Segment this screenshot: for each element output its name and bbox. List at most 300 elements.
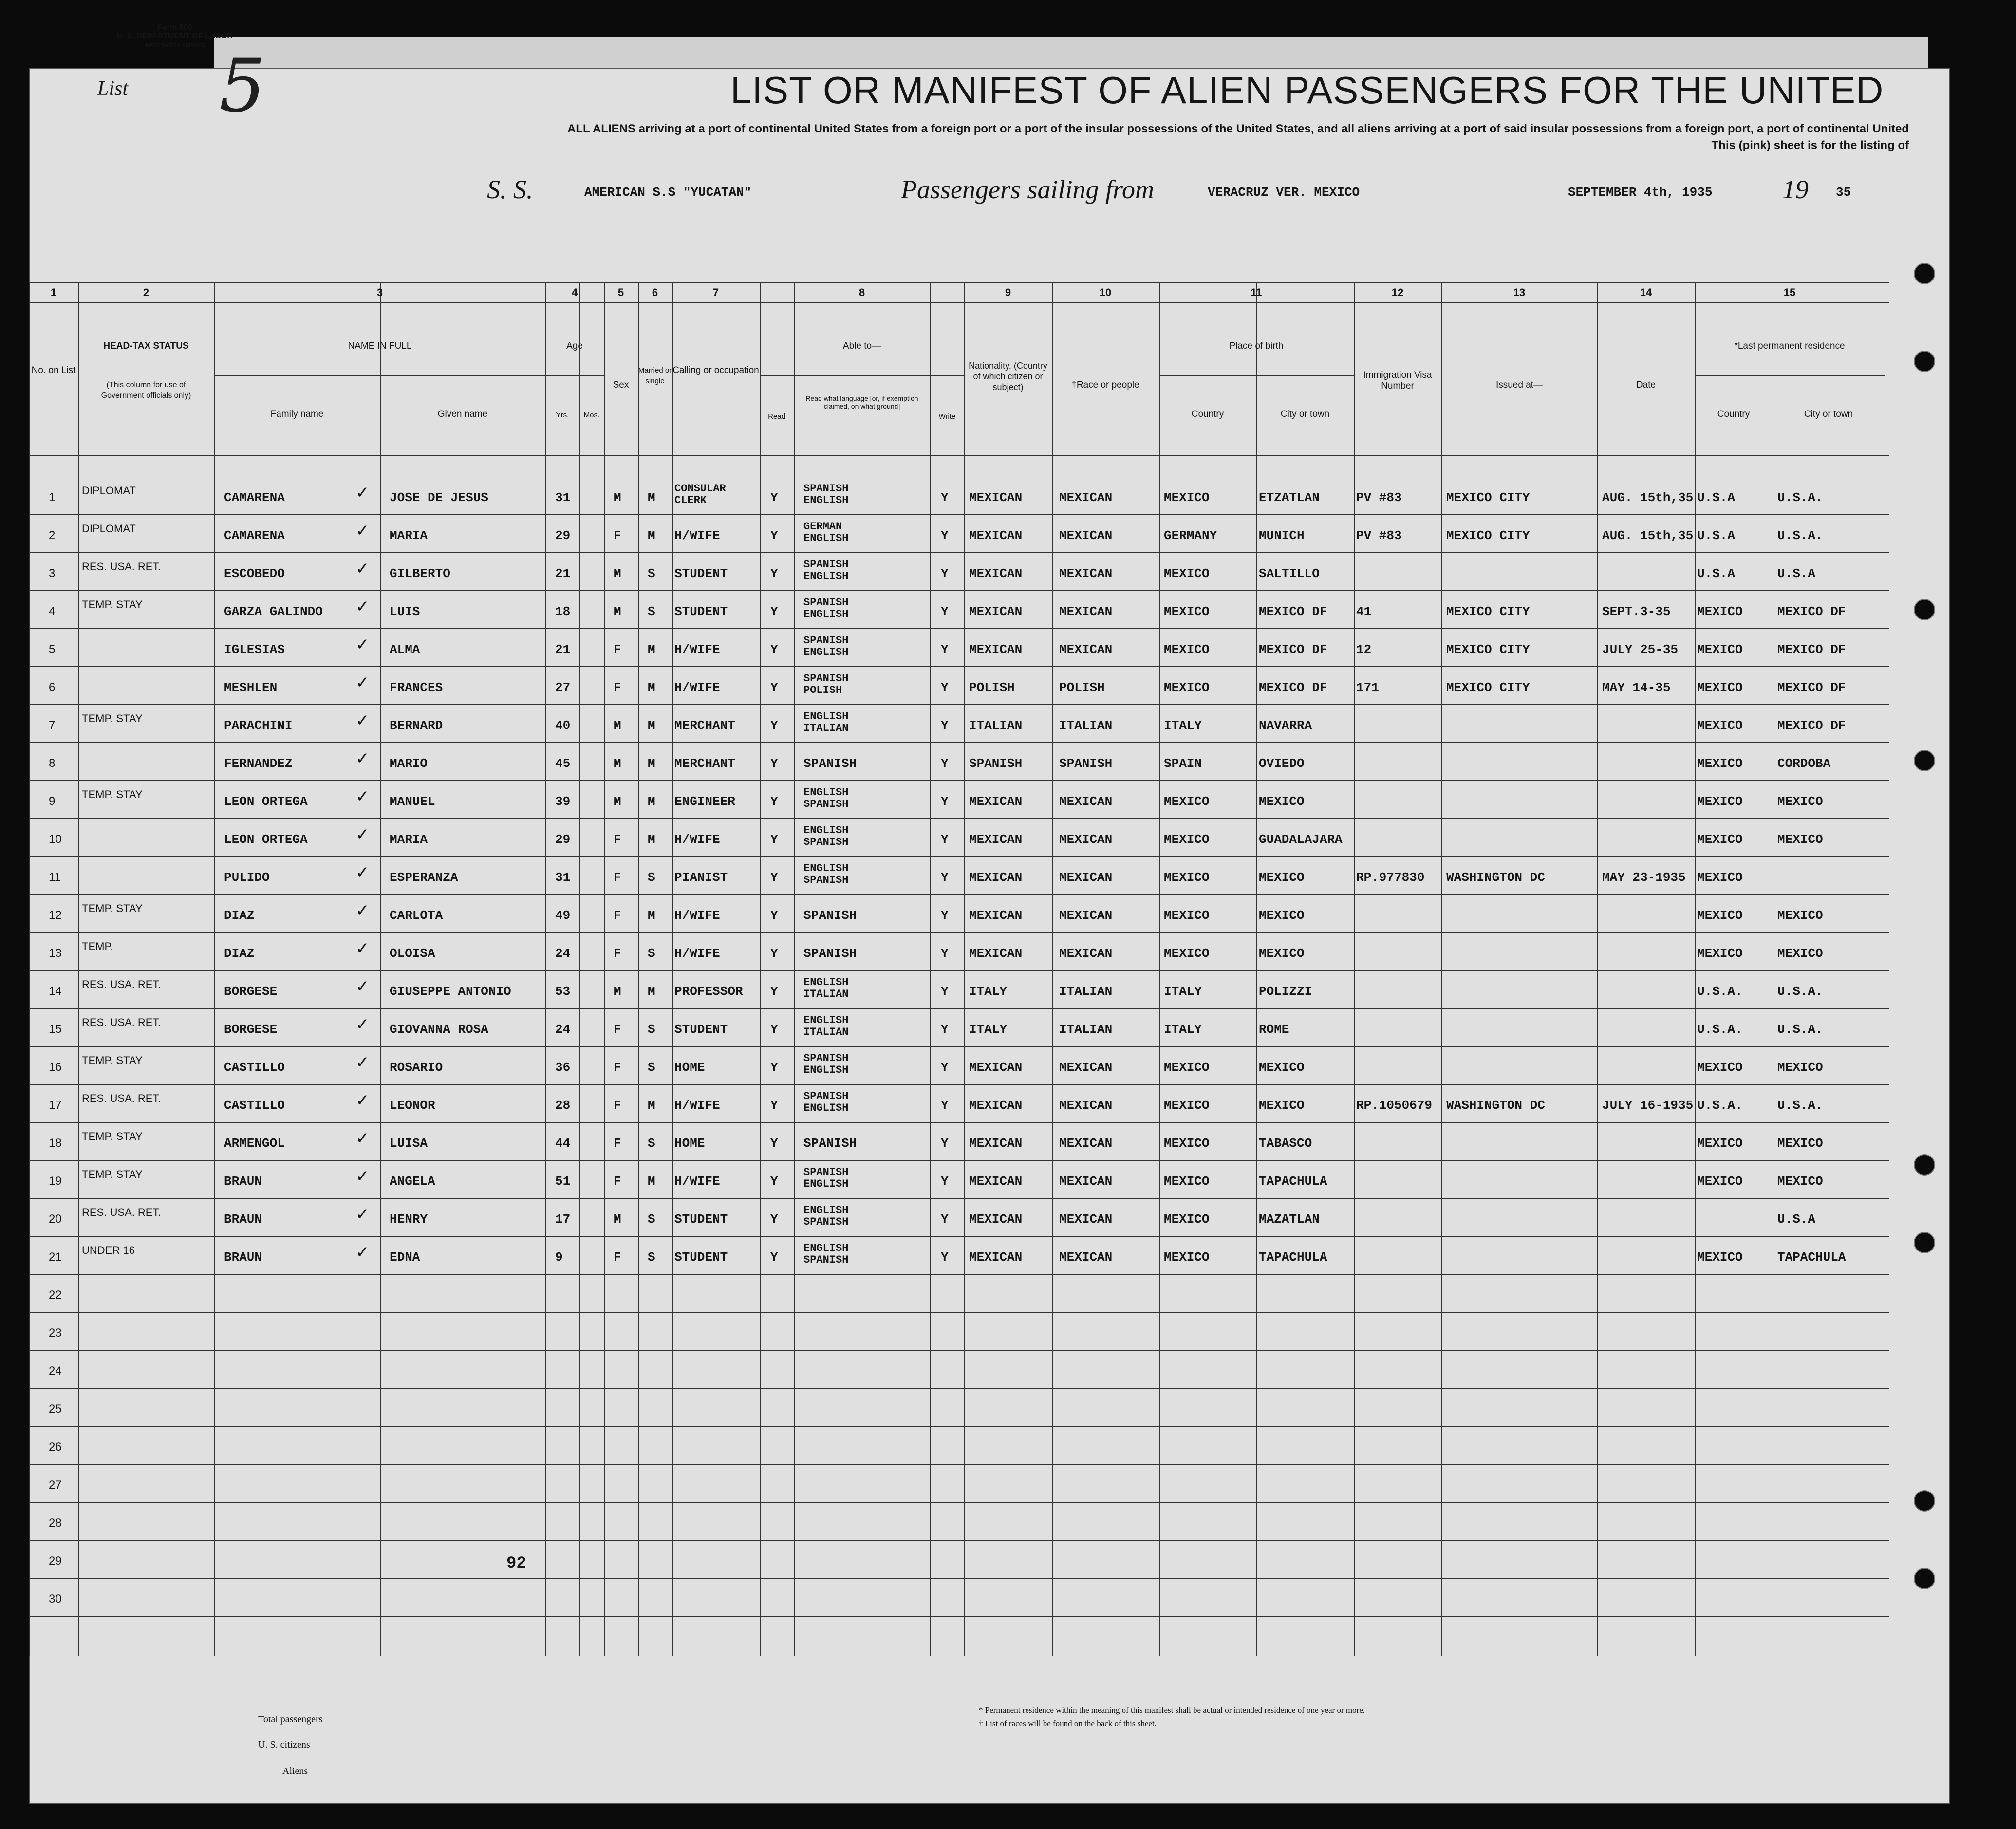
visa-issued-at: MEXICO CITY [1446, 528, 1530, 543]
age-years: 36 [555, 1060, 571, 1075]
row-number: 12 [49, 909, 62, 922]
marital-status: M [648, 908, 655, 923]
header-birth-country: Country [1191, 409, 1224, 419]
sex: M [614, 794, 621, 809]
header-name-in-full: NAME IN FULL [348, 341, 412, 351]
age-years: 39 [555, 794, 571, 809]
table-row [29, 1047, 1889, 1085]
marital-status: S [648, 870, 655, 885]
header-birth-city: City or town [1280, 409, 1330, 419]
family-name: CASTILLO [224, 1060, 285, 1075]
family-name: ARMENGOL [224, 1136, 285, 1151]
nationality: ITALIAN [969, 718, 1023, 733]
residence-city: MEXICO [1777, 908, 1823, 923]
birth-city: MEXICO [1259, 1060, 1305, 1075]
can-write: Y [941, 490, 949, 505]
can-read: Y [770, 870, 778, 885]
sex: F [614, 870, 621, 885]
given-name: CARLOTA [390, 908, 443, 923]
header-place-of-birth: Place of birth [1229, 341, 1284, 351]
birth-city: MEXICO [1259, 794, 1305, 809]
residence-country: MEXICO [1697, 1060, 1743, 1075]
empty-row-number: 30 [49, 1592, 62, 1605]
residence-country: U.S.A [1697, 490, 1736, 505]
nationality: MEXICAN [969, 794, 1023, 809]
residence-city: MEXICO [1777, 946, 1823, 961]
check-mark-icon: ✓ [355, 863, 370, 882]
sex: M [614, 984, 621, 999]
residence-city: U.S.A. [1777, 1022, 1823, 1037]
read-language: SPANISH [803, 946, 857, 961]
header-calling: Calling or occupation [672, 365, 759, 375]
column-number: 10 [1099, 286, 1112, 299]
column-number: 12 [1391, 286, 1404, 299]
table-row [29, 819, 1889, 857]
race: MEXICAN [1059, 1212, 1113, 1227]
can-read: Y [770, 1136, 778, 1151]
birth-city: MAZATLAN [1259, 1212, 1320, 1227]
can-read: Y [770, 1060, 778, 1075]
occupation: MERCHANT [674, 718, 735, 733]
row-number: 18 [49, 1137, 62, 1150]
marital-status: M [648, 794, 655, 809]
marital-status: S [648, 1136, 655, 1151]
residence-country: MEXICO [1697, 1250, 1743, 1265]
visa-date: MAY 14-35 [1602, 680, 1671, 695]
column-number: 13 [1513, 286, 1526, 299]
column-number: 2 [143, 286, 149, 299]
race: ITALIAN [1059, 1022, 1113, 1037]
age-years: 27 [555, 680, 571, 695]
race: MEXICAN [1059, 1136, 1113, 1151]
table-row [29, 667, 1889, 705]
residence-city: U.S.A. [1777, 528, 1823, 543]
punch-hole [1914, 1568, 1935, 1589]
race: MEXICAN [1059, 870, 1113, 885]
table-row [29, 1085, 1889, 1123]
marital-status: M [648, 1098, 655, 1113]
birth-city: MEXICO DF [1259, 680, 1327, 695]
read-language: SPANISH ENGLISH [803, 1052, 849, 1076]
residence-country: U.S.A [1697, 528, 1736, 543]
can-write: Y [941, 718, 949, 733]
can-read: Y [770, 1250, 778, 1265]
visa-number: 41 [1356, 604, 1372, 619]
table-row [29, 971, 1889, 1009]
read-language: ENGLISH SPANISH [803, 786, 849, 810]
occupation: PIANIST [674, 870, 728, 885]
empty-row-number: 25 [49, 1402, 62, 1416]
sex: M [614, 490, 621, 505]
check-mark-icon: ✓ [355, 901, 370, 920]
visa-date: MAY 23-1935 [1602, 870, 1686, 885]
race: POLISH [1059, 680, 1105, 695]
check-mark-icon: ✓ [355, 1167, 370, 1186]
birth-city: SALTILLO [1259, 566, 1320, 581]
row-divider [29, 1464, 1889, 1465]
can-write: Y [941, 566, 949, 581]
birth-city: ETZATLAN [1259, 490, 1320, 505]
sex: F [614, 946, 621, 961]
sex: F [614, 680, 621, 695]
visa-issued-at: MEXICO CITY [1446, 680, 1530, 695]
given-name: ANGELA [390, 1174, 435, 1189]
row-divider [29, 1350, 1889, 1351]
residence-country: MEXICO [1697, 604, 1743, 619]
read-language: SPANISH [803, 1136, 857, 1151]
nationality: MEXICAN [969, 908, 1023, 923]
read-language: SPANISH ENGLISH [803, 597, 849, 620]
can-write: Y [941, 1136, 949, 1151]
birth-city: ROME [1259, 1022, 1289, 1037]
birth-country: MEXICO [1164, 946, 1210, 961]
check-mark-icon: ✓ [355, 521, 370, 541]
read-language: ENGLISH SPANISH [803, 824, 849, 848]
sex: M [614, 718, 621, 733]
nationality: MEXICAN [969, 1098, 1023, 1113]
residence-city: MEXICO DF [1777, 604, 1846, 619]
can-write: Y [941, 1174, 949, 1189]
sex: F [614, 1022, 621, 1037]
header-married: Married or single [638, 366, 672, 385]
can-read: Y [770, 1174, 778, 1189]
sex: F [614, 1136, 621, 1151]
residence-city: MEXICO DF [1777, 718, 1846, 733]
age-years: 21 [555, 642, 571, 657]
row-number: 2 [49, 529, 56, 542]
row-number: 20 [49, 1213, 62, 1226]
row-number: 17 [49, 1099, 62, 1112]
row-number: 8 [49, 757, 56, 770]
visa-number: 12 [1356, 642, 1372, 657]
nationality: MEXICAN [969, 1174, 1023, 1189]
residence-country: MEXICO [1697, 680, 1743, 695]
grid-line [29, 302, 1889, 303]
marital-status: S [648, 604, 655, 619]
read-language: SPANISH POLISH [803, 672, 849, 696]
birth-country: MEXICO [1164, 1136, 1210, 1151]
visa-number: RP.977830 [1356, 870, 1425, 885]
list-label: List [97, 77, 129, 100]
marital-status: M [648, 490, 655, 505]
sex: F [614, 1250, 621, 1265]
can-read: Y [770, 490, 778, 505]
residence-city: U.S.A. [1777, 1098, 1823, 1113]
birth-city: MEXICO [1259, 908, 1305, 923]
visa-issued-at: WASHINGTON DC [1446, 1098, 1545, 1113]
race: MEXICAN [1059, 642, 1113, 657]
residence-country: MEXICO [1697, 642, 1743, 657]
family-name: CAMARENA [224, 490, 285, 505]
age-years: 18 [555, 604, 571, 619]
occupation: STUDENT [674, 1022, 728, 1037]
can-write: Y [941, 1060, 949, 1075]
can-read: Y [770, 908, 778, 923]
sex: M [614, 566, 621, 581]
family-name: IGLESIAS [224, 642, 285, 657]
can-read: Y [770, 528, 778, 543]
occupation: STUDENT [674, 604, 728, 619]
department: U. S. DEPARTMENT OF LABOR [117, 32, 233, 40]
table-row [29, 629, 1889, 667]
row-number: 11 [49, 871, 61, 884]
read-language: SPANISH ENGLISH [803, 483, 849, 506]
given-name: MARIA [390, 528, 428, 543]
residence-city: MEXICO [1777, 1060, 1823, 1075]
visa-date: AUG. 15th,35 [1602, 490, 1694, 505]
header-yrs: Yrs. [556, 411, 569, 419]
can-write: Y [941, 756, 949, 771]
nationality: MEXICAN [969, 1136, 1023, 1151]
race: ITALIAN [1059, 718, 1113, 733]
head-tax-status: RES. USA. RET. [82, 560, 161, 573]
marital-status: M [648, 1174, 655, 1189]
given-name: GIUSEPPE ANTONIO [390, 984, 511, 999]
year-value: 35 [1836, 185, 1851, 200]
occupation: HOME [674, 1060, 705, 1075]
column-number: 3 [376, 286, 383, 299]
birth-country: MEXICO [1164, 680, 1210, 695]
residence-country: MEXICO [1697, 756, 1743, 771]
header-mos: Mos. [583, 411, 600, 419]
year-label: 19 [1782, 175, 1809, 204]
age-years: 29 [555, 528, 571, 543]
family-name: DIAZ [224, 946, 255, 961]
read-language: SPANISH ENGLISH [803, 559, 849, 582]
read-language: ENGLISH SPANISH [803, 862, 849, 886]
family-name: BRAUN [224, 1250, 262, 1265]
empty-row-number: 23 [49, 1326, 62, 1340]
header-head-tax-note: (This column for use of Government officials only) [101, 381, 191, 400]
can-read: Y [770, 718, 778, 733]
check-mark-icon: ✓ [355, 977, 370, 996]
birth-city: MEXICO [1259, 1098, 1305, 1113]
age-years: 21 [555, 566, 571, 581]
marital-status: S [648, 566, 655, 581]
birth-city: MUNICH [1259, 528, 1305, 543]
head-tax-status: TEMP. STAY [82, 902, 143, 914]
can-read: Y [770, 604, 778, 619]
marital-status: S [648, 1212, 655, 1227]
instruction-line-2: This (pink) sheet is for the listing of [1711, 139, 1909, 152]
given-name: GILBERTO [390, 566, 450, 581]
birth-country: MEXICO [1164, 1174, 1210, 1189]
race: MEXICAN [1059, 832, 1113, 847]
table-row [29, 781, 1889, 819]
age-years: 31 [555, 490, 571, 505]
check-mark-icon: ✓ [355, 1243, 370, 1262]
marital-status: M [648, 528, 655, 543]
birth-country: SPAIN [1164, 756, 1202, 771]
table-row [29, 895, 1889, 933]
row-divider [29, 1578, 1889, 1579]
sex: F [614, 1098, 621, 1113]
family-name: LEON ORTEGA [224, 794, 308, 809]
table-row [29, 743, 1889, 781]
can-read: Y [770, 984, 778, 999]
passengers-label: Passengers sailing from [901, 175, 1155, 204]
ship-name: AMERICAN S.S "YUCATAN" [584, 185, 752, 200]
table-row [29, 1161, 1889, 1199]
sex: M [614, 1212, 621, 1227]
can-read: Y [770, 794, 778, 809]
head-tax-status: RES. USA. RET. [82, 1092, 161, 1104]
page-number: 92 [506, 1554, 526, 1573]
birth-country: MEXICO [1164, 490, 1210, 505]
age-years: 31 [555, 870, 571, 885]
birth-country: ITALY [1164, 984, 1202, 999]
row-divider [29, 1540, 1889, 1541]
empty-row-number: 28 [49, 1516, 62, 1530]
given-name: BERNARD [390, 718, 443, 733]
occupation: H/WIFE [674, 680, 720, 695]
header-head-tax: HEAD-TAX STATUS [103, 341, 189, 351]
birth-city: MEXICO [1259, 946, 1305, 961]
residence-country: U.S.A. [1697, 984, 1743, 999]
given-name: LUISA [390, 1136, 428, 1151]
list-number: 5 [219, 44, 266, 129]
visa-date: JULY 25-35 [1602, 642, 1679, 657]
occupation: H/WIFE [674, 946, 720, 961]
empty-row-number: 26 [49, 1440, 62, 1454]
column-number: 9 [1005, 286, 1011, 299]
check-mark-icon: ✓ [355, 939, 370, 958]
punch-hole [1914, 1490, 1935, 1512]
can-write: Y [941, 1022, 949, 1037]
residence-city: U.S.A [1777, 566, 1816, 581]
header-issued-at: Issued at— [1495, 380, 1543, 390]
empty-row-number: 24 [49, 1364, 62, 1378]
given-name: FRANCES [390, 680, 443, 695]
check-mark-icon: ✓ [355, 825, 370, 844]
residence-city: MEXICO [1777, 794, 1823, 809]
residence-city: MEXICO DF [1777, 642, 1846, 657]
age-years: 17 [555, 1212, 571, 1227]
can-write: Y [941, 946, 949, 961]
check-mark-icon: ✓ [355, 1205, 370, 1224]
age-years: 9 [555, 1250, 563, 1265]
header-age: Age [566, 341, 583, 351]
column-number: 6 [652, 286, 658, 299]
residence-country: MEXICO [1697, 718, 1743, 733]
column-number: 14 [1640, 286, 1652, 299]
row-number: 4 [49, 605, 56, 618]
visa-date: SEPT.3-35 [1602, 604, 1671, 619]
birth-country: MEXICO [1164, 832, 1210, 847]
family-name: BRAUN [224, 1174, 262, 1189]
residence-country: MEXICO [1697, 908, 1743, 923]
header-no-on-list: No. on List [31, 365, 76, 375]
sex: F [614, 908, 621, 923]
column-number: 1 [50, 286, 57, 299]
grid-line [29, 455, 1889, 456]
visa-number: PV #83 [1356, 490, 1402, 505]
punch-hole [1914, 599, 1935, 620]
row-number: 6 [49, 681, 56, 694]
birth-city: POLIZZI [1259, 984, 1312, 999]
visa-number: RP.1050679 [1356, 1098, 1433, 1113]
read-language: ENGLISH ITALIAN [803, 1014, 849, 1038]
aliens-label: Aliens [282, 1766, 308, 1776]
row-divider [29, 1502, 1889, 1503]
header-visa-number: Immigration Visa Number [1363, 370, 1432, 391]
nationality: POLISH [969, 680, 1015, 695]
birth-city: GUADALAJARA [1259, 832, 1343, 847]
head-tax-status: UNDER 16 [82, 1244, 135, 1256]
row-divider [29, 1616, 1889, 1617]
empty-row-number: 29 [49, 1554, 62, 1568]
family-name: BRAUN [224, 1212, 262, 1227]
check-mark-icon: ✓ [355, 483, 370, 503]
table-row [29, 515, 1889, 553]
head-tax-status: RES. USA. RET. [82, 1016, 161, 1028]
residence-city: MEXICO DF [1777, 680, 1846, 695]
nationality: MEXICAN [969, 1212, 1023, 1227]
empty-row-number: 27 [49, 1478, 62, 1492]
race: MEXICAN [1059, 1174, 1113, 1189]
can-write: Y [941, 528, 949, 543]
residence-country: MEXICO [1697, 832, 1743, 847]
age-years: 24 [555, 1022, 571, 1037]
birth-country: ITALY [1164, 718, 1202, 733]
nationality: MEXICAN [969, 490, 1023, 505]
can-read: Y [770, 1022, 778, 1037]
race: MEXICAN [1059, 946, 1113, 961]
head-tax-status: TEMP. STAY [82, 1168, 143, 1180]
can-write: Y [941, 642, 949, 657]
given-name: EDNA [390, 1250, 420, 1265]
given-name: MANUEL [390, 794, 435, 809]
instruction-line-1: ALL ALIENS arriving at a port of continental United States from a foreign port or a port of the insular possessions of the United States, and all aliens arriving at a port of said insular possessions from a foreign port, a port of continental United [567, 122, 1909, 135]
occupation: HOME [674, 1136, 705, 1151]
header-read-language: Read what language [or, if exemption claimed, on what ground] [805, 394, 918, 410]
race: MEXICAN [1059, 908, 1113, 923]
table-row [29, 705, 1889, 743]
sex: F [614, 1060, 621, 1075]
punch-hole [1914, 750, 1935, 771]
marital-status: M [648, 642, 655, 657]
nationality: MEXICAN [969, 604, 1023, 619]
service: IMMIGRATION SERVICE [144, 42, 205, 48]
can-read: Y [770, 642, 778, 657]
age-years: 29 [555, 832, 571, 847]
occupation: H/WIFE [674, 528, 720, 543]
race: MEXICAN [1059, 490, 1113, 505]
table-row [29, 1237, 1889, 1275]
row-divider [29, 1388, 1889, 1389]
family-name: CAMARENA [224, 528, 285, 543]
table-row [29, 857, 1889, 895]
birth-country: MEXICO [1164, 1060, 1210, 1075]
nationality: MEXICAN [969, 1060, 1023, 1075]
header-res-city: City or town [1804, 409, 1853, 419]
age-years: 28 [555, 1098, 571, 1113]
read-language: SPANISH ENGLISH [803, 635, 849, 658]
family-name: CASTILLO [224, 1098, 285, 1113]
nationality: MEXICAN [969, 642, 1023, 657]
residence-city: TAPACHULA [1777, 1250, 1846, 1265]
can-write: Y [941, 984, 949, 999]
occupation: H/WIFE [674, 642, 720, 657]
check-mark-icon: ✓ [355, 635, 370, 654]
visa-issued-at: MEXICO CITY [1446, 642, 1530, 657]
race: MEXICAN [1059, 566, 1113, 581]
occupation: H/WIFE [674, 1174, 720, 1189]
can-write: Y [941, 832, 949, 847]
can-write: Y [941, 1212, 949, 1227]
occupation: CONSULAR CLERK [674, 483, 726, 506]
sex: F [614, 528, 621, 543]
